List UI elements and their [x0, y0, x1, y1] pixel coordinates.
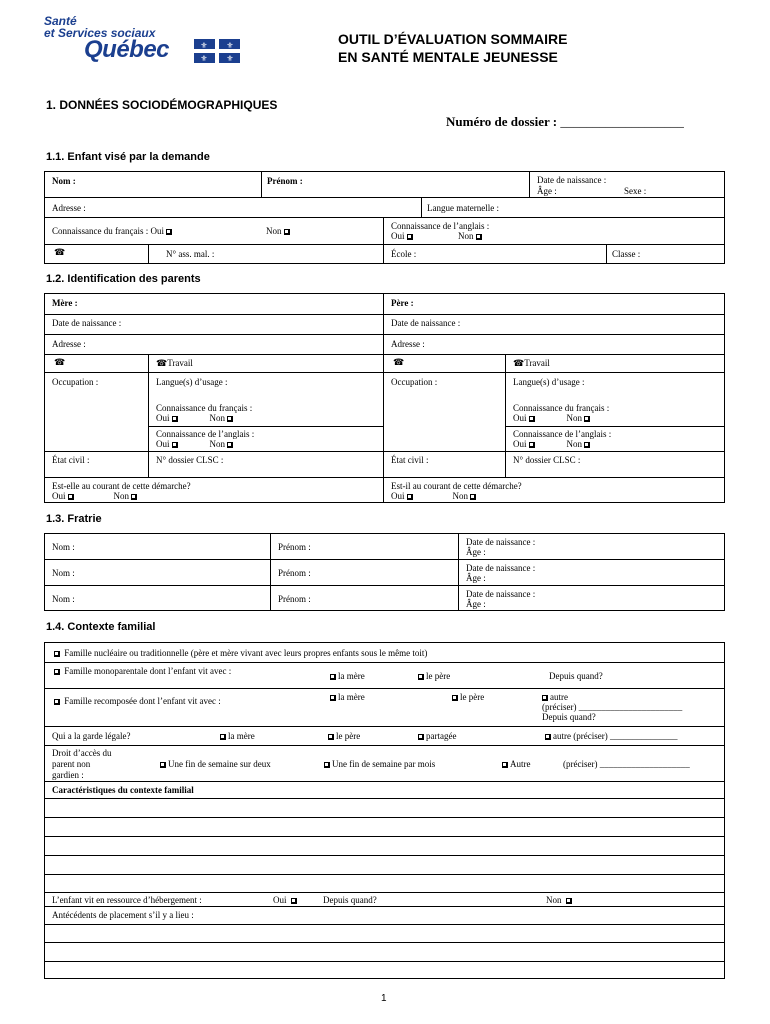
checkbox-icon[interactable]	[172, 416, 178, 422]
dossier-number-field[interactable]	[446, 114, 684, 130]
child-prenom-field[interactable]: Prénom :	[267, 176, 303, 186]
checkbox-icon[interactable]	[542, 695, 548, 701]
dossier-blank: ___________________	[560, 114, 684, 129]
parents-table	[44, 293, 725, 503]
page-number: 1	[381, 993, 387, 1004]
child-age-field[interactable]: Âge :	[537, 186, 557, 196]
fratrie-2-nom[interactable]: Nom :	[52, 568, 75, 578]
pere-field[interactable]: Père :	[391, 298, 414, 308]
garde-pere-option[interactable]: le père	[326, 731, 360, 742]
svg-text:⚜: ⚜	[200, 41, 208, 50]
pere-dob-field[interactable]: Date de naissance :	[391, 318, 461, 328]
checkbox-icon[interactable]	[227, 442, 233, 448]
recomp-mere-option[interactable]: la mère	[328, 692, 365, 703]
child-francais-oui[interactable]: Connaissance du français : Oui	[52, 226, 174, 237]
fratrie-2-age[interactable]: Âge :	[466, 573, 486, 583]
fratrie-1-nom[interactable]: Nom :	[52, 542, 75, 552]
caracteristiques-label: Caractéristiques du contexte familial	[52, 785, 194, 795]
mere-francais-label: Connaissance du français :	[156, 403, 253, 413]
recomp-depuis-quand[interactable]: Depuis quand?	[542, 712, 596, 722]
fratrie-1-prenom[interactable]: Prénom :	[278, 542, 311, 552]
pere-travail-field[interactable]: ☎Travail	[513, 358, 550, 369]
mere-dob-field[interactable]: Date de naissance :	[52, 318, 122, 328]
checkbox-icon[interactable]	[131, 494, 137, 500]
checkbox-icon[interactable]	[418, 674, 424, 680]
fratrie-3-age[interactable]: Âge :	[466, 599, 486, 609]
child-adresse-field[interactable]: Adresse :	[52, 203, 86, 213]
mere-etat-civil-field[interactable]: État civil :	[52, 455, 90, 465]
recomp-pere-option[interactable]: le père	[450, 692, 484, 703]
pere-langues-field[interactable]: Langue(s) d’usage :	[513, 377, 585, 387]
mere-clsc-field[interactable]: N° dossier CLSC :	[156, 455, 224, 465]
mere-courant-label: Est-elle au courant de cette démarche?	[52, 481, 191, 491]
checkbox-icon[interactable]	[227, 416, 233, 422]
checkbox-icon[interactable]	[452, 695, 458, 701]
checkbox-icon[interactable]	[529, 416, 535, 422]
ressource-depuis-quand[interactable]: Depuis quand?	[323, 895, 377, 905]
logo-line-quebec: Québec	[84, 36, 170, 63]
child-anglais-non[interactable]: Non	[458, 231, 484, 242]
pere-occupation-field[interactable]: Occupation :	[391, 377, 438, 387]
fratrie-3-nom[interactable]: Nom :	[52, 594, 75, 604]
mono-mere-option[interactable]: la mère	[328, 671, 365, 682]
checkbox-icon[interactable]	[330, 674, 336, 680]
checkbox-icon[interactable]	[476, 234, 482, 240]
garde-legale-label: Qui a la garde légale?	[52, 731, 131, 741]
telephone-icon[interactable]: ☎	[393, 358, 405, 368]
document-title	[338, 30, 567, 66]
garde-mere-option[interactable]: la mère	[218, 731, 255, 742]
checkbox-icon[interactable]	[54, 699, 60, 705]
checkbox-icon[interactable]	[166, 229, 172, 235]
pere-courant-label: Est-il au courant de cette démarche?	[391, 481, 522, 491]
pere-courant-options[interactable]: Oui Non	[391, 491, 478, 502]
svg-text:⚜: ⚜	[226, 41, 234, 50]
checkbox-icon[interactable]	[407, 494, 413, 500]
telephone-icon: ☎	[513, 359, 525, 369]
fratrie-2-dob[interactable]: Date de naissance :	[466, 563, 536, 573]
section-1-2-title: 1.2. Identification des parents	[46, 273, 201, 285]
dossier-label: Numéro de dossier :	[446, 114, 561, 129]
mere-anglais-options[interactable]: Oui Non	[156, 439, 235, 450]
acces-deux-option[interactable]: Une fin de semaine sur deux	[158, 759, 271, 770]
acces-mois-option[interactable]: Une fin de semaine par mois	[322, 759, 435, 770]
svg-text:⚜: ⚜	[226, 54, 234, 63]
checkbox-icon[interactable]	[566, 898, 572, 904]
monoparentale-option[interactable]: Famille monoparentale dont l’enfant vit avec :	[52, 666, 231, 677]
pere-clsc-field[interactable]: N° dossier CLSC :	[513, 455, 581, 465]
checkbox-icon[interactable]	[172, 442, 178, 448]
pere-etat-civil-field[interactable]: État civil :	[391, 455, 429, 465]
mere-field[interactable]: Mère :	[52, 298, 78, 308]
checkbox-icon[interactable]	[220, 734, 226, 740]
pere-adresse-field[interactable]: Adresse :	[391, 339, 425, 349]
antecedents-field[interactable]: Antécédents de placement s’il y a lieu :	[52, 910, 194, 920]
mere-anglais-label: Connaissance de l’anglais :	[156, 429, 255, 439]
mere-courant-options[interactable]: Oui Non	[52, 491, 139, 502]
acces-autre-option[interactable]: Autre	[500, 759, 531, 770]
fratrie-1-age[interactable]: Âge :	[466, 547, 486, 557]
child-langue-field[interactable]: Langue maternelle :	[427, 203, 499, 213]
pere-francais-options[interactable]: Oui Non	[513, 413, 592, 424]
mono-pere-option[interactable]: le père	[416, 671, 450, 682]
title-line-2: EN SANTÉ MENTALE JEUNESSE	[338, 49, 558, 65]
acces-preciser-field[interactable]: (préciser) ____________________	[563, 759, 690, 769]
checkbox-icon[interactable]	[584, 442, 590, 448]
fratrie-2-prenom[interactable]: Prénom :	[278, 568, 311, 578]
ressource-oui-option[interactable]: Oui	[273, 895, 299, 906]
checkbox-icon[interactable]	[160, 762, 166, 768]
nucleaire-option[interactable]: Famille nucléaire ou traditionnelle (père et mère vivant avec leurs propres enfants sous le même toit)	[52, 648, 427, 659]
droit-acces-label: Droit d’accès du parent non gardien :	[52, 748, 112, 780]
logo-line-services: et Services sociaux	[44, 26, 156, 40]
checkbox-icon[interactable]	[68, 494, 74, 500]
checkbox-icon[interactable]	[545, 734, 551, 740]
checkbox-icon[interactable]	[407, 234, 413, 240]
recomposee-option[interactable]: Famille recomposée dont l’enfant vit avec :	[52, 696, 221, 707]
telephone-icon[interactable]: ☎	[54, 248, 66, 258]
checkbox-icon[interactable]	[502, 762, 508, 768]
ressource-label: L’enfant vit en ressource d’hébergement :	[52, 895, 202, 905]
checkbox-icon[interactable]	[54, 651, 60, 657]
svg-text:⚜: ⚜	[200, 54, 208, 63]
mere-travail-field[interactable]: ☎Travail	[156, 358, 193, 369]
recomp-autre-option[interactable]: autre	[540, 692, 568, 703]
child-sexe-field[interactable]: Sexe :	[624, 186, 647, 196]
checkbox-icon[interactable]	[324, 762, 330, 768]
child-classe-field[interactable]: Classe :	[612, 249, 641, 259]
child-nom-field[interactable]: Nom :	[52, 176, 76, 186]
garde-partagee-option[interactable]: partagée	[416, 731, 456, 742]
fratrie-3-dob[interactable]: Date de naissance :	[466, 589, 536, 599]
quebec-logo	[44, 14, 244, 66]
checkbox-icon[interactable]	[584, 416, 590, 422]
telephone-icon: ☎	[156, 359, 168, 369]
checkbox-icon[interactable]	[328, 734, 334, 740]
telephone-icon[interactable]: ☎	[54, 358, 66, 368]
mere-adresse-field[interactable]: Adresse :	[52, 339, 86, 349]
checkbox-icon[interactable]	[291, 898, 297, 904]
child-francais-non[interactable]: Non	[266, 226, 292, 237]
ressource-non-option[interactable]: Non	[546, 895, 574, 906]
mere-francais-options[interactable]: Oui Non	[156, 413, 235, 424]
child-anglais-label: Connaissance de l’anglais :	[391, 221, 490, 231]
logo-line-sante: Santé	[44, 14, 77, 28]
title-line-1: OUTIL D’ÉVALUATION SOMMAIRE	[338, 31, 568, 47]
child-ecole-field[interactable]: École :	[391, 249, 417, 259]
fratrie-3-prenom[interactable]: Prénom :	[278, 594, 311, 604]
pere-anglais-label: Connaissance de l’anglais :	[513, 429, 612, 439]
mere-occupation-field[interactable]: Occupation :	[52, 377, 99, 387]
section-1-4-title: 1.4. Contexte familial	[46, 621, 156, 633]
checkbox-icon[interactable]	[54, 669, 60, 675]
contexte-table	[44, 642, 725, 979]
checkbox-icon[interactable]	[418, 734, 424, 740]
mono-depuis-quand[interactable]: Depuis quand?	[549, 671, 603, 681]
child-nas-field[interactable]: N° ass. mal. :	[166, 249, 215, 259]
pere-francais-label: Connaissance du français :	[513, 403, 610, 413]
fratrie-1-dob[interactable]: Date de naissance :	[466, 537, 536, 547]
garde-autre-option[interactable]: autre (préciser) _______________	[543, 731, 677, 742]
child-dob-field[interactable]: Date de naissance :	[537, 175, 607, 185]
section-1-3-title: 1.3. Fratrie	[46, 513, 102, 525]
fratrie-table	[44, 533, 725, 611]
recomp-preciser-field[interactable]: (préciser) _______________________	[542, 702, 683, 712]
mere-langues-field[interactable]: Langue(s) d’usage :	[156, 377, 228, 387]
checkbox-icon[interactable]	[529, 442, 535, 448]
pere-anglais-options[interactable]: Oui Non	[513, 439, 592, 450]
section-1-title: 1. DONNÉES SOCIODÉMOGRAPHIQUES	[46, 98, 278, 112]
checkbox-icon[interactable]	[470, 494, 476, 500]
checkbox-icon[interactable]	[330, 695, 336, 701]
checkbox-icon[interactable]	[284, 229, 290, 235]
child-anglais-oui[interactable]: Oui	[391, 231, 415, 242]
quebec-flag-logo	[194, 39, 240, 63]
section-1-1-title: 1.1. Enfant visé par la demande	[46, 151, 210, 163]
